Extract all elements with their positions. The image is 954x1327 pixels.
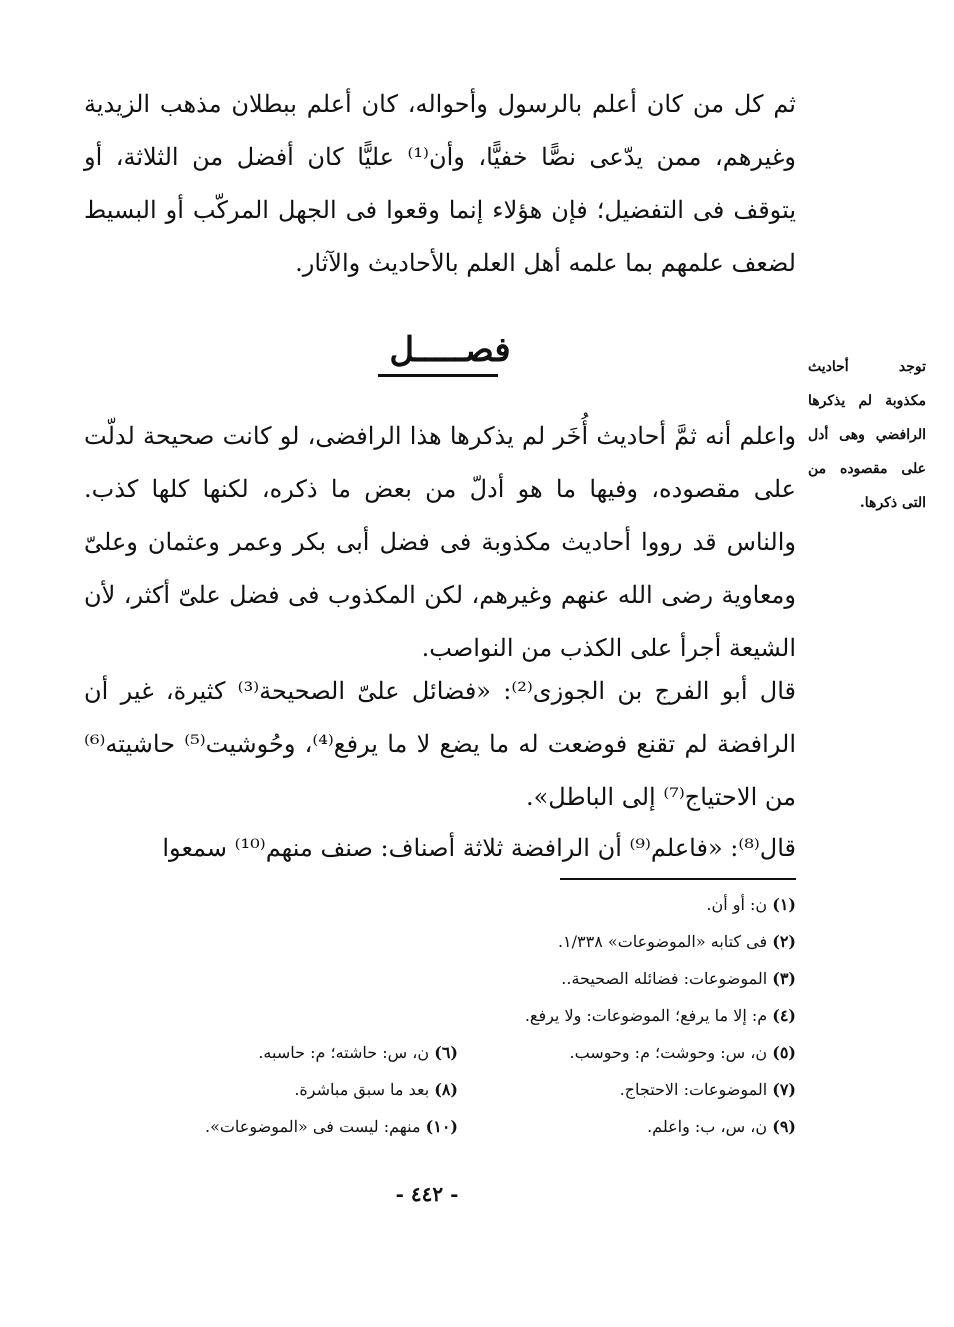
- paragraph-3: قال أبو الفرج بن الجوزى⁽²⁾: «فضائل علىّ الصحيحة⁽³⁾ كثيرة، غير أن الرافضة لم تقنع فوضعت له ما يضع لا ما يرفع⁽⁴⁾، وحُوشيت⁽⁵⁾ حاشيته⁽⁶⁾ من الاحتياج⁽⁷⁾ إلى الباطل».: [84, 677, 796, 811]
- footnote-3: [561, 960, 796, 997]
- footnote-10: [120, 1108, 458, 1145]
- footnote-text: ن: أو أن.: [706, 895, 768, 914]
- footnote-text: ن، س: وحوشت؛ م: وحوسب.: [569, 1043, 768, 1062]
- footnote-text: فى كتابه «الموضوعات» ١/٣٣٨.: [557, 932, 768, 951]
- footnote-row: [120, 886, 796, 923]
- footnote-9: [458, 1108, 796, 1145]
- footnote-number: (١٠): [425, 1117, 458, 1136]
- footnote-text: ن، س، ب: واعلم.: [647, 1117, 768, 1136]
- footnote-text: م: إلا ما يرفع؛ الموضوعات: ولا يرفع.: [524, 1006, 768, 1025]
- footnote-1: [706, 886, 796, 923]
- paragraph-4: قال⁽⁸⁾: «فاعلم⁽⁹⁾ أن الرافضة ثلاثة أصناف: صنف منهم⁽¹⁰⁾ سمعوا: [162, 834, 796, 862]
- footnote-number: (٣): [772, 969, 796, 988]
- footnote-number: (٨): [434, 1080, 458, 1099]
- heading-underline: [378, 374, 498, 377]
- footnote-7: [458, 1071, 796, 1108]
- footnote-number: (٦): [434, 1043, 458, 1062]
- footnote-number: (٩): [772, 1117, 796, 1136]
- footnote-2: [558, 923, 796, 960]
- footnote-row: [120, 923, 796, 960]
- paragraph-2: واعلم أنه ثمَّ أحاديث أُخَر لم يذكرها هذا الرافضى، لو كانت صحيحة لدلّت على مقصوده، وفيها ما هو أدلّ من بعض ما ذكره، لكنها كلها كذب. والناس قد رووا أحاديث مكذوبة فى فضل أبى بكر وعمر وعثمان وعلىّ ومعاوية رضى الله عنهم وغيرهم، لكن المكذوب فى فضل علىّ أكثر، لأن الشيعة أجرأ على الكذب من النواصب.: [84, 422, 796, 662]
- footnote-text: الموضوعات: فضائله الصحيحة..: [561, 969, 768, 988]
- footnote-4: [525, 997, 796, 1034]
- footnote-row: [120, 997, 796, 1034]
- footnote-number: (٥): [772, 1043, 796, 1062]
- margin-note: توجد أحاديث مكذوبة لم يذكرها الرافضي وهى أدل على مقصوده من التى ذكرها.: [808, 359, 926, 511]
- footnote-number: (٧): [772, 1080, 796, 1099]
- footnote-number: (٤): [772, 1006, 796, 1025]
- footnote-text: بعد ما سبق مباشرة.: [294, 1080, 430, 1099]
- footnote-8: [120, 1071, 458, 1108]
- footnotes: [120, 886, 796, 1145]
- footnote-number: (١): [772, 895, 796, 914]
- footnote-row: [120, 1108, 796, 1145]
- section-heading: فصـــــل: [389, 330, 511, 370]
- footnote-text: ن، س: حاشته؛ م: حاسبه.: [258, 1043, 430, 1062]
- footnote-text: منهم: ليست فى «الموضوعات».: [204, 1117, 421, 1136]
- paragraph-1: ثم كل من كان أعلم بالرسول وأحواله، كان أعلم ببطلان مذهب الزيدية وغيرهم، ممن يدّعى نصًّا خفيًّا، وأن⁽¹⁾ عليًّا كان أفضل من الثلاثة، أو يتوقف فى التفضيل؛ فإن هؤلاء إنما وقعوا فى الجهل المركّب أو البسيط لضعف علمهم بما علمه أهل العلم بالأحاديث والآثار.: [84, 90, 797, 277]
- footnote-row: [120, 1034, 796, 1071]
- footnote-number: (٢): [772, 932, 796, 951]
- footnote-text: الموضوعات: الاحتجاج.: [619, 1080, 768, 1099]
- page-number: - ٤٤٢ -: [395, 1182, 459, 1206]
- footnote-5: [458, 1034, 796, 1071]
- footnote-row: [120, 1071, 796, 1108]
- footnote-separator: [560, 878, 796, 880]
- footnote-6: [120, 1034, 458, 1071]
- footnote-row: [120, 960, 796, 997]
